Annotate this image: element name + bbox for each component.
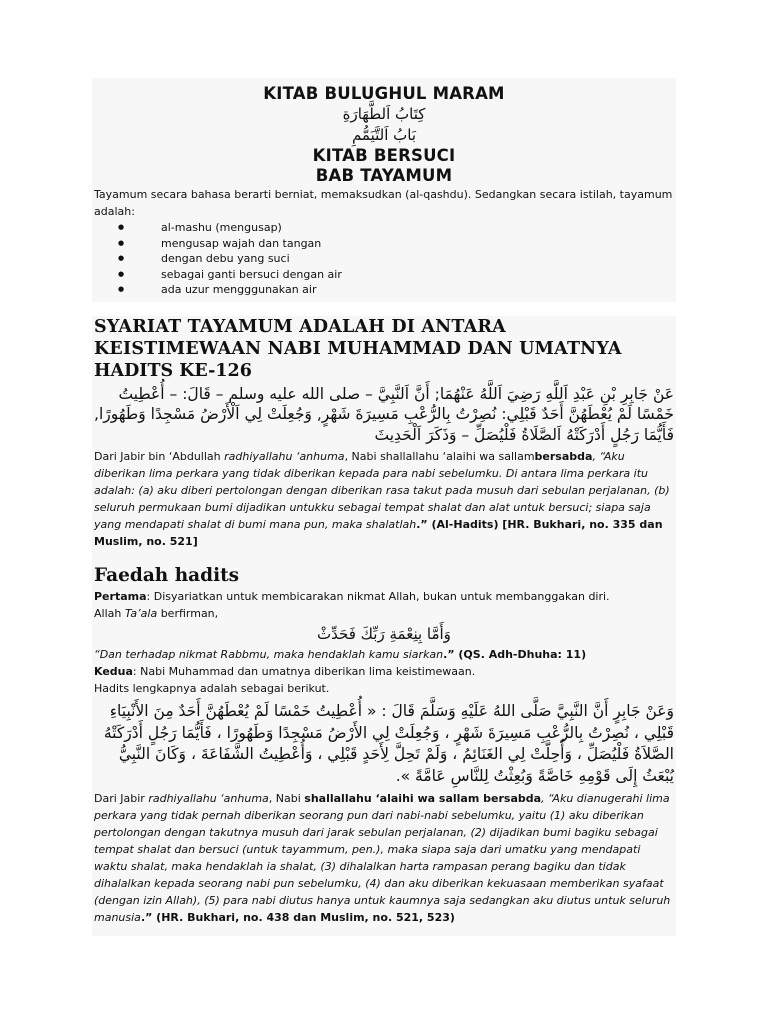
hadits-lengkap-label: Hadits lengkapnya adalah sebagai berikut. <box>94 682 330 695</box>
ayat-arabic: وَأَمَّا بِنِعْمَةِ رَبِّكَ فَحَدِّثْ <box>317 625 451 643</box>
faedah-kedua: Kedua: Nabi Muhammad dan umatnya diberikan lima keistimewaan. <box>94 665 476 678</box>
document-content <box>92 78 676 926</box>
hadits-arabic-text: عَنْ جَابِرِ بْنِ عَبْدِ اَللَّهِ رَضِيَ اَللَّهُ عَنْهُمَا; أَنَّ اَلنَّبِيَّ – صلى الله عليه وسلم – قَالَ: – أُعْطِيتُ خَمْسًا لَمْ يُعْطَهُنَّ أَحَدٌ قَبْلِي: نُصِرْتُ بِالرُّعْبِ مَسِيرَةَ شَهْرٍ, وَجُعِلَتْ لِي اَلْأَرْضُ مَسْجِدًا وَطَهُورًا, فَأَيُّمَا رَجُلٍ أَدْرَكَتْهُ اَلصَّلَاةُ فَلْيُصَلِّ – وَذَكَرَ اَلْحَدِيثَ <box>94 384 674 444</box>
title-kitab-bulughul-maram: KITAB BULUGHUL MARAM <box>263 84 505 103</box>
full-hadits-translation: Dari Jabir radhiyallahu ‘anhuma, Nabi shallallahu ‘alaihi wa sallam bersabda, “Aku dianugerahi lima perkara yang tidak pernah diberikan seorang pun dari nabi-nabi sebelumku, yaitu (1) aku diberikan pertolongan dengan takutnya musuh dari jarak sebulan perjalanan, (2) dijadikan bumi bagiku sebagai tempat shalat dan bersuci (untuk tayammum, pen.), maka siapa saja dari umatku yang mendapati waktu shalat, maka hendaklah ia shalat, (3) dihalalkan harta rampasan perang bagiku dan tidak dihalalkan kepada seorang nabi pun sebelumku, (4) dan aku diberikan kekuasaan memberikan syafaat (dengan izin Allah), (5) para nabi diutus hanya untuk kaumnya saja sedangkan aku diutus untuk seluruh manusia.” (HR. Bukhari, no. 438 dan Muslim, no. 521, 523) <box>94 792 671 924</box>
faedah-heading: Faedah hadits <box>94 565 240 586</box>
list-item: ● al-mashu (mengusap) <box>144 220 674 236</box>
arabic-title-bab: بَابُ اَلتَّيَمُّمِ <box>351 126 417 144</box>
faedah-pertama: Pertama: Disyariatkan untuk membicarakan nikmat Allah, bukan untuk membanggakan diri. <box>94 590 610 603</box>
document-page <box>92 78 676 936</box>
spacer <box>94 550 674 564</box>
tayamum-definition-list <box>94 220 674 298</box>
allah-berfirman: Allah Ta’ala berfirman, <box>94 607 219 620</box>
list-item: ● ada uzur mengggunakan air <box>144 282 674 298</box>
ayat-translation: “Dan terhadap nikmat Rabbmu, maka hendaklah kamu siarkan.” (QS. Adh-Dhuha: 11) <box>94 648 587 661</box>
section-heading-syariat: SYARIAT TAYAMUM ADALAH DI ANTARA KEISTIMEWAAN NABI MUHAMMAD DAN UMATNYA <box>94 316 622 359</box>
title-kitab-bersuci: KITAB BERSUCI <box>312 146 456 165</box>
hadits-translation: Dari Jabir bin ‘Abdullah radhiyallahu ‘anhuma, Nabi shallallahu ‘alaihi wa sallambersabda, “Aku diberikan lima perkara yang tidak diberikan kepada para nabi sebelumku. Di antara lima perkara itu adalah: (a) aku diberi pertolongan dengan diberikan rasa takut pada musuh dari sebulan perjalanan, (b) seluruh permukaan bumi dijadikan untukku sebagai tempat shalat dan alat untuk bersuci; siapa saja yang mendapati shalat di bumi mana pun, maka shalatlah.” (Al-Hadits) [HR. Bukhari, no. 335 dan Muslim, no. 521] <box>94 450 670 548</box>
full-hadits-arabic: وَعَنْ جَابِرٍ أَنَّ النَّبِيَّ صَلَّى اللهُ عَلَيْهِ وَسَلَّمَ قَالَ : « أُعْطِيتُ خَمْسًا لَمْ يُعْطَهُنَّ أَحَدٌ مِنَ الأَنْبِيَاءِ قَبْلِي ، نُصِرْتُ بِالرُّعْبِ مَسِيرَةَ شَهْرٍ ، وَجُعِلَتْ لِي الأَرْضُ مَسْجِدًا وَطَهُورًا ، فَأَيُّمَا رَجُلٍ أَدْرَكَتْهُ الصَّلاَةُ فَلْيُصَلِّ ، وَأُحِلَّتْ لِي الغَنَائِمُ ، وَلَمْ تَحِلَّ لِأَحَدٍ قَبْلِي ، وَأُعْطِيتُ الشَّفَاعَةَ ، وَكَانَ النَّبِيُّ يُبْعَثُ إِلَى قَوْمِهِ خَاصَّةً وَبُعِثْتُ لِلنَّاسِ عَامَّةً ». <box>103 702 674 785</box>
title-bab-tayamum: BAB TAYAMUM <box>315 166 453 185</box>
list-item: ● dengan debu yang suci <box>144 251 674 267</box>
arabic-title-kitab: كِتَابُ اَلطَّهَارَةِ <box>342 105 426 123</box>
list-item: ● sebagai ganti bersuci dengan air <box>144 267 674 283</box>
hadits-number-heading: HADITS KE-126 <box>94 360 252 381</box>
section-divider <box>92 302 676 316</box>
intro-paragraph: Tayamum secara bahasa berarti berniat, memaksudkan (al-qashdu). Sedangkan secara istilah, tayamum adalah: <box>94 188 673 218</box>
list-item: ● mengusap wajah dan tangan <box>144 236 674 252</box>
